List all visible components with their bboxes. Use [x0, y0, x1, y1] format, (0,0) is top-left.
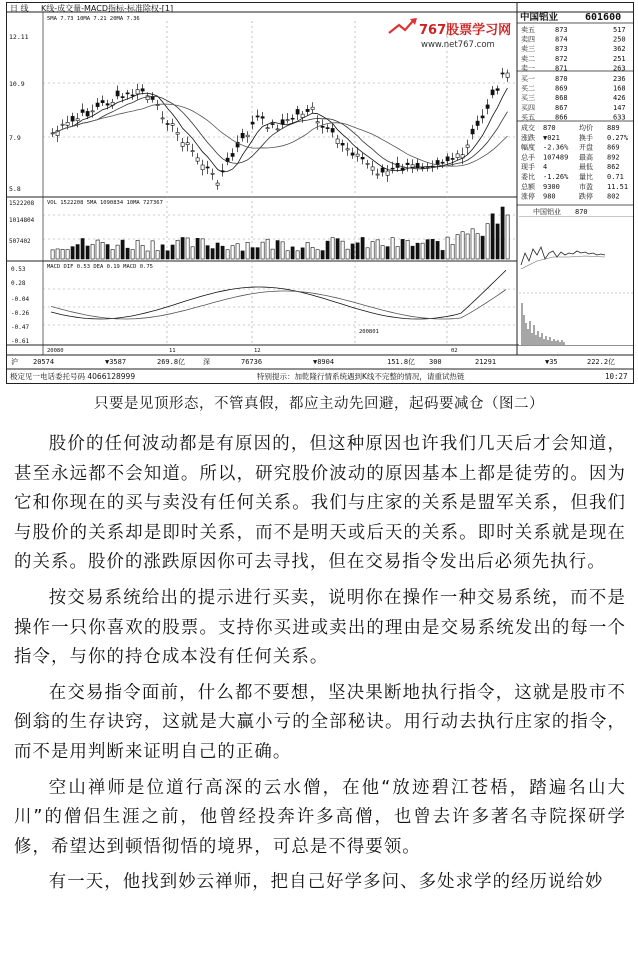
svg-text:867: 867: [555, 103, 568, 112]
volume-bar: [246, 242, 249, 259]
svg-text:总额: 总额: [521, 182, 535, 191]
paragraph-5: 有一天，他找到妙云禅师，把自己好学多问、多处求学的经历说给妙: [48, 872, 604, 893]
volume-bar: [241, 251, 244, 259]
volume-bar: [176, 240, 179, 259]
volume-bar: [421, 243, 424, 259]
status-cell: 20574: [33, 358, 55, 366]
macd-tick-4: -0.26: [11, 310, 30, 317]
volume-bar: [261, 242, 264, 259]
status-cell: 21291: [475, 358, 497, 366]
status-cell: 222.2亿: [587, 358, 616, 366]
svg-text:889: 889: [607, 124, 620, 132]
paragraph-4: 空山禅师是位道行高深的云水僧，在他“放迹碧江苍梧，踏遍名山大川”的僧侣生涯之前，他曾经投奔许多高僧，也曾去许多著名寺院探研学修，希望达到顿悟彻悟的境界，可总是不得要领。: [14, 777, 626, 857]
volume-bar: [491, 214, 494, 259]
volume-bar: [256, 248, 259, 259]
svg-text:868: 868: [555, 94, 568, 103]
volume-bar: [391, 238, 394, 259]
date-label-4: 200801: [359, 329, 379, 335]
volume-bar: [506, 215, 509, 259]
svg-text:最高: 最高: [579, 153, 593, 162]
volume-bar: [356, 243, 359, 259]
macd-tick-1: 0.53: [11, 266, 26, 273]
volume-bar: [251, 248, 254, 259]
svg-text:幅度: 幅度: [521, 143, 535, 152]
volume-bar: [301, 248, 304, 259]
volume-bar: [131, 250, 134, 259]
date-label-1: 20080: [47, 348, 64, 354]
volume-bar: [386, 247, 389, 259]
svg-text:涨停: 涨停: [521, 192, 535, 201]
paragraph-1: 股价的任何波动都是有原因的，但这种原因也许我们几天后才会知道，甚至永远都不会知道。所以，研究股价波动的原因基本上都是徒劳的。因为它和你现在的买与卖没有任何关系。我们与庄家的关系是盟军关系，但我们与股价的关系却是即时关系，而不是明天或后天的关系。即时关系就是现在的关系。股价的涨跌原因你可去寻找，但在交易指令发出后必须先执行。: [14, 434, 626, 573]
svg-text:980: 980: [543, 192, 556, 201]
volume-bar: [236, 244, 239, 259]
svg-text:-2.36%: -2.36%: [543, 143, 569, 152]
volume-bar: [311, 247, 314, 259]
svg-text:517: 517: [613, 26, 626, 34]
volume-bar: [201, 239, 204, 259]
status-cell: 深: [203, 358, 210, 366]
volume-bar: [466, 234, 469, 259]
ticker-right: 特别提示：加乾隆行情系统遇到K线不完整的情况，请重试热链: [257, 372, 465, 381]
ticker-left: 极定见一电话委托号码 4066128999: [10, 372, 136, 381]
volume-bar: [271, 249, 274, 259]
volume-bar: [331, 238, 334, 259]
volume-bar: [336, 239, 339, 259]
svg-text:涨跌: 涨跌: [521, 133, 535, 142]
volume-bar: [56, 249, 59, 259]
volume-bar: [371, 242, 374, 259]
svg-text:874: 874: [555, 35, 568, 44]
price-tick-2: 10.9: [9, 80, 25, 88]
ticker-time: 10:27: [605, 372, 628, 381]
volume-bar: [416, 243, 419, 259]
svg-text:873: 873: [555, 45, 568, 54]
svg-text:卖二: 卖二: [521, 54, 535, 63]
svg-text:251: 251: [613, 54, 626, 63]
svg-text:870: 870: [555, 75, 568, 83]
mini-chart-price: 870: [575, 208, 588, 216]
stock-code: 601600: [585, 12, 622, 23]
watermark-brand: 767股票学习网: [419, 23, 512, 38]
volume-bar: [231, 246, 234, 259]
volume-bar: [496, 224, 499, 259]
macd-tick-5: -0.47: [11, 324, 30, 331]
volume-bar: [396, 247, 399, 259]
volume-bar: [381, 246, 384, 259]
volume-bar: [471, 229, 474, 259]
volume-tick-2: 1014804: [9, 217, 35, 224]
svg-text:802: 802: [607, 192, 620, 201]
volume-bar: [296, 251, 299, 259]
volume-bar: [426, 240, 429, 259]
svg-text:卖五: 卖五: [521, 26, 535, 34]
svg-text:卖一: 卖一: [521, 64, 535, 73]
volume-bar: [286, 251, 289, 259]
volume-bar: [441, 250, 444, 259]
status-cell: 269.8亿: [157, 358, 186, 366]
ma-legend: 5MA 7.73 10MA 7.21 20MA 7.36: [47, 16, 140, 22]
volume-bar: [281, 242, 284, 259]
volume-bar: [306, 242, 309, 259]
svg-text:卖三: 卖三: [521, 45, 535, 54]
volume-bar: [156, 251, 159, 259]
price-tick-3: 7.9: [9, 134, 21, 142]
volume-bar: [476, 234, 479, 259]
svg-text:▼021: ▼021: [543, 133, 560, 142]
volume-bar: [501, 207, 504, 259]
volume-bar: [411, 246, 414, 259]
volume-bar: [141, 245, 144, 259]
svg-text:250: 250: [613, 35, 626, 44]
macd-tick-2: 0.28: [11, 280, 26, 287]
volume-bar: [376, 240, 379, 259]
svg-text:869: 869: [555, 84, 568, 93]
volume-bar: [321, 251, 324, 259]
svg-text:9300: 9300: [543, 182, 560, 191]
svg-text:开盘: 开盘: [579, 143, 593, 152]
volume-bar: [216, 243, 219, 259]
volume-bar: [191, 247, 194, 259]
volume-bar: [116, 245, 119, 259]
volume-bar: [96, 240, 99, 259]
volume-bar: [151, 241, 154, 259]
article-body: [14, 430, 626, 898]
watermark-url: www.net767.com: [421, 40, 495, 50]
svg-text:现手: 现手: [521, 163, 535, 172]
svg-text:总手: 总手: [521, 153, 535, 162]
svg-text:426: 426: [613, 94, 626, 103]
svg-text:147: 147: [613, 103, 626, 112]
volume-bar: [226, 250, 229, 259]
volume-bar: [91, 244, 94, 259]
volume-bar: [76, 245, 79, 259]
volume-bar: [81, 239, 84, 259]
macd-tick-6: -0.61: [11, 338, 30, 345]
price-tick-1: 12.11: [9, 33, 29, 41]
svg-text:168: 168: [613, 84, 626, 93]
volume-tick-1: 1522208: [9, 200, 35, 207]
volume-bar: [351, 244, 354, 259]
date-label-3: 12: [254, 348, 261, 354]
volume-bar: [146, 251, 149, 259]
volume-bar: [181, 237, 184, 259]
chart-title: K线-成交量-MACD指标-标准除权-[1]: [41, 4, 174, 13]
intraday-mini-chart: [519, 217, 633, 345]
svg-text:892: 892: [607, 153, 620, 162]
volume-bar: [436, 241, 439, 259]
status-cell: ▼3587: [105, 358, 127, 366]
svg-text:买五: 买五: [521, 113, 535, 122]
stock-name: 中国铝业: [520, 12, 559, 23]
svg-text:0.27%: 0.27%: [607, 133, 629, 142]
period-label: 日 线: [10, 4, 29, 13]
volume-bar: [446, 237, 449, 259]
svg-text:11.51: 11.51: [607, 182, 629, 191]
svg-text:买三: 买三: [521, 94, 535, 103]
volume-bar: [196, 238, 199, 259]
date-label-2: 11: [169, 348, 176, 354]
svg-text:跌停: 跌停: [579, 192, 593, 201]
volume-bar: [121, 240, 124, 259]
status-cell: 76736: [241, 358, 263, 366]
volume-bar: [171, 245, 174, 259]
volume-bar: [206, 246, 209, 259]
volume-bar: [401, 239, 404, 259]
volume-bar: [136, 240, 139, 259]
svg-text:873: 873: [555, 26, 568, 34]
svg-text:换手: 换手: [579, 133, 593, 142]
volume-bar: [366, 248, 369, 259]
status-cell: ▼35: [545, 358, 558, 366]
volume-bar: [266, 239, 269, 259]
chart-figure: [7, 3, 633, 383]
status-cell: 151.8亿: [387, 358, 416, 366]
stock-chart-screenshot: [6, 2, 634, 384]
svg-text:0.71: 0.71: [607, 173, 624, 181]
svg-text:362: 362: [613, 45, 626, 54]
volume-bar: [486, 224, 489, 259]
volume-bar: [451, 244, 454, 259]
volume-bar: [481, 236, 484, 259]
svg-text:866: 866: [555, 113, 568, 122]
svg-text:236: 236: [613, 75, 626, 83]
svg-text:最低: 最低: [579, 163, 593, 172]
svg-text:862: 862: [607, 163, 620, 172]
volume-bar: [221, 246, 224, 259]
volume-bar: [61, 249, 64, 259]
volume-bar: [186, 238, 189, 259]
volume-tick-3: 507402: [9, 238, 31, 245]
volume-bar: [126, 248, 129, 259]
svg-text:市盈: 市盈: [579, 182, 593, 191]
volume-bar: [431, 239, 434, 259]
svg-text:均价: 均价: [579, 124, 593, 132]
svg-text:107489: 107489: [543, 153, 569, 162]
paragraph-2: 按交易系统给出的提示进行买卖，说明你在操作一种交易系统，而不是操作一只你喜欢的股票。支持你买进或卖出的理由是交易系统发出的每一个指令，与你的持仓成本没有任何关系。: [14, 587, 626, 668]
svg-text:633: 633: [613, 113, 626, 122]
svg-text:买一: 买一: [521, 75, 535, 83]
volume-bar: [456, 235, 459, 259]
volume-bar: [361, 237, 364, 259]
svg-text:委比: 委比: [521, 173, 535, 181]
svg-text:4: 4: [543, 163, 548, 172]
svg-text:871: 871: [555, 64, 568, 73]
price-tick-4: 5.8: [9, 185, 21, 193]
svg-text:263: 263: [613, 64, 626, 73]
volume-bar: [51, 250, 54, 259]
paragraph-3: 在交易指令面前，什么都不要想，坚决果断地执行指令，这就是股市不倒翁的生存诀窍，这就是大赢小亏的全部秘诀。用行动去执行庄家的指令，而不是用判断来证明自己的正确。: [14, 682, 626, 762]
volume-bar: [66, 250, 69, 259]
svg-text:量比: 量比: [579, 173, 593, 181]
volume-bar: [316, 250, 319, 259]
status-cell: 300: [429, 358, 442, 366]
volume-bar: [346, 249, 349, 259]
svg-text:买二: 买二: [521, 84, 535, 93]
svg-text:-1.26%: -1.26%: [543, 173, 569, 181]
mini-chart-name: 中国铝业: [533, 208, 561, 216]
volume-legend: VOL 1522208 5MA 1090834 10MA 727367: [47, 200, 163, 206]
figure-caption: 只要是见顶形态，不管真假，都应主动先回避，起码要减仓（图二）: [94, 396, 544, 412]
date-label-5: 02: [451, 348, 458, 354]
volume-bar: [101, 242, 104, 259]
volume-bar: [406, 240, 409, 259]
svg-text:870: 870: [543, 124, 556, 132]
volume-bar: [291, 247, 294, 259]
volume-bar: [106, 245, 109, 259]
svg-text:买四: 买四: [521, 103, 535, 112]
status-cell: ▼8904: [313, 358, 335, 366]
volume-bar: [341, 241, 344, 259]
volume-bar: [166, 251, 169, 259]
macd-legend: MACD DIF 0.53 DEA 0.19 MACD 0.75: [47, 264, 153, 270]
volume-bar: [211, 249, 214, 259]
svg-text:成交: 成交: [521, 124, 535, 132]
volume-bar: [161, 245, 164, 259]
volume-bar: [111, 250, 114, 259]
volume-bar: [71, 247, 74, 259]
volume-bar: [86, 246, 89, 259]
svg-text:872: 872: [555, 54, 568, 63]
volume-bar: [276, 241, 279, 259]
volume-bar: [461, 232, 464, 259]
svg-text:869: 869: [607, 143, 620, 152]
macd-tick-3: -0.04: [11, 296, 30, 303]
volume-bar: [326, 241, 329, 259]
status-cell: 沪: [11, 358, 18, 366]
svg-text:卖四: 卖四: [521, 35, 535, 44]
